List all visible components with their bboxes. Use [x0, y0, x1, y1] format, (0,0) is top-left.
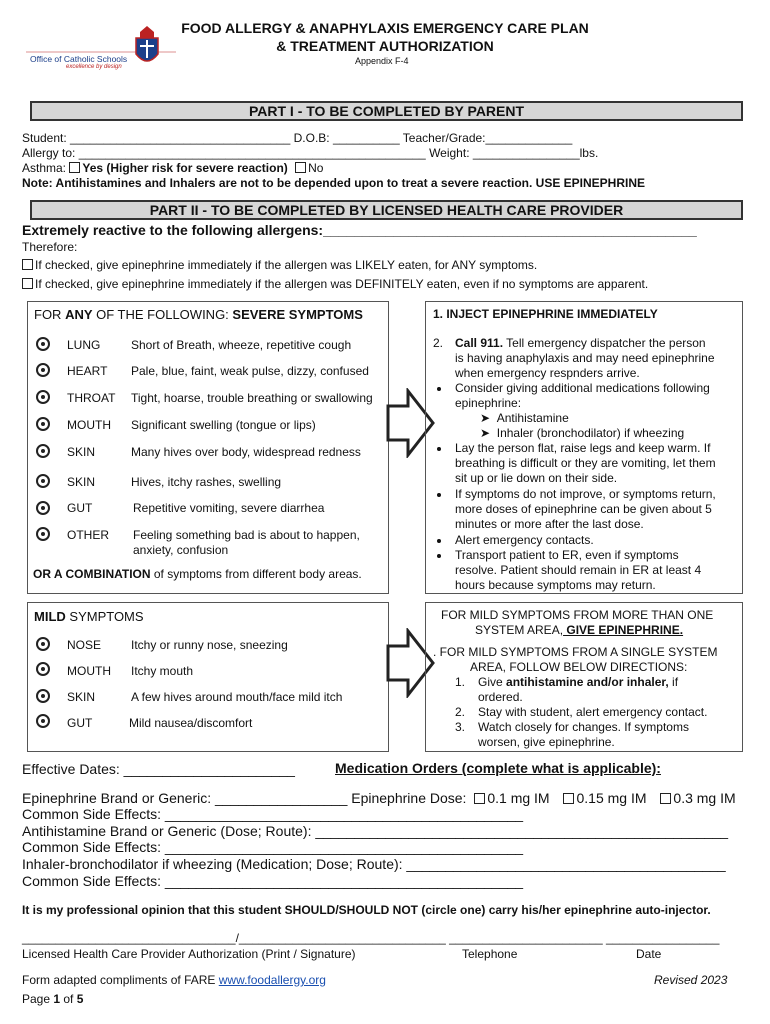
epinephrine-note: Note: Antihistamines and Inhalers are not to be depended upon to treat a severe reaction. USE EPINEPHRINE: [22, 176, 646, 190]
mild-multi-pre: SYSTEM AREA,: [475, 623, 564, 637]
professional-opinion: It is my professional opinion that this student SHOULD/SHOULD NOT (circle one) carry his/her epinephrine auto-injector.: [22, 903, 711, 917]
combination-rest: of symptoms from different body areas.: [150, 567, 362, 581]
severe-symptoms-heading: [34, 307, 363, 322]
step2-line3: when emergency respnders arrive.: [455, 366, 640, 380]
step2-line1: [455, 336, 706, 350]
likely-check-label: If checked, give epinephrine immediately if the allergen was LIKELY eaten, for ANY symptoms.: [35, 258, 538, 272]
bullet: [437, 539, 441, 543]
page-number: [22, 992, 83, 1006]
mild-step1-line1: [478, 675, 678, 689]
mild-label-mouth: MOUTH: [67, 664, 111, 678]
call-911: Call 911.: [455, 336, 504, 350]
mild-label-nose: NOSE: [67, 638, 102, 652]
dose-0-3-checkbox[interactable]: [660, 793, 671, 804]
epinephrine-brand-label: Epinephrine Brand or Generic: _________________ Epinephrine Dose:: [22, 790, 467, 806]
antihistamine-line[interactable]: Antihistamine Brand or Generic (Dose; Route): _____________________________________________________: [22, 823, 729, 839]
telephone-label: Telephone: [462, 947, 518, 961]
additional-meds-line2: epinephrine:: [455, 396, 522, 410]
mild-step3-line2: worsen, give epinephrine.: [478, 735, 615, 749]
bullet: [437, 493, 441, 497]
give-epinephrine: GIVE EPINEPHRINE.: [563, 623, 684, 637]
arrow-bullet-icon: ➤: [480, 411, 497, 425]
lay-flat-line2: breathing is difficult or they are vomiting, let them: [455, 456, 716, 470]
severe-head-pre: FOR: [34, 307, 66, 322]
allergens-line[interactable]: Extremely reactive to the following allergens:________________________________________________: [22, 222, 697, 238]
mild-step3-num: 3.: [455, 720, 466, 734]
asthma-no-label: No: [308, 161, 324, 175]
gut-icon: [36, 501, 50, 515]
severe-label-heart: HEART: [67, 364, 108, 378]
medication-orders-heading: Medication Orders (complete what is applicable):: [335, 760, 661, 776]
mild-step1-rest: if: [668, 675, 679, 689]
logo-text: Office of Catholic Schools: [30, 54, 128, 64]
severe-head-bold: SEVERE SYMPTOMS: [232, 307, 363, 322]
allergy-line[interactable]: Allergy to: ____________________________________________________ Weight: ________________lbs.: [22, 146, 599, 160]
page-total: 5: [76, 992, 84, 1006]
page-pre: Page: [22, 992, 54, 1006]
mild-step1-pre: Give: [478, 675, 507, 689]
bullet: [437, 387, 441, 391]
mild-head-bold: MILD: [34, 609, 66, 624]
appendix-label: Appendix F-4: [355, 56, 409, 66]
definitely-checkbox[interactable]: [22, 278, 33, 289]
severe-desc-mouth: Significant swelling (tongue or lips): [131, 418, 316, 432]
arrow-bullet-icon: ➤: [480, 426, 497, 440]
dose-0-15-label: 0.15 mg IM: [576, 790, 647, 806]
transport-line1: Transport patient to ER, even if symptoms: [455, 548, 679, 562]
date-label: Date: [636, 947, 662, 961]
lay-flat-line3: sit up or lie down on their side.: [455, 471, 618, 485]
severe-label-lung: LUNG: [67, 338, 101, 352]
sub-antihistamine: [480, 411, 569, 425]
lung-icon: [36, 337, 50, 351]
mild-desc-gut: Mild nausea/discomfort: [129, 716, 253, 730]
part1-heading: PART I - TO BE COMPLETED BY PARENT: [30, 101, 743, 121]
severe-desc-other: Feeling something bad is about to happen,: [133, 528, 360, 542]
severe-desc-gut: Repetitive vomiting, severe diarrhea: [133, 501, 325, 515]
severe-label-skin-2: SKIN: [67, 475, 96, 489]
severe-desc-skin-2: Hives, itchy rashes, swelling: [131, 475, 282, 489]
side-effects-antihistamine[interactable]: Common Side Effects: ______________________________________________: [22, 839, 524, 855]
mild-desc-nose: Itchy or runny nose, sneezing: [131, 638, 288, 652]
mild-desc-skin: A few hives around mouth/face mild itch: [131, 690, 343, 704]
asthma-line: [22, 161, 323, 175]
revised-label: Revised 2023: [654, 973, 728, 987]
skin-icon: [36, 444, 50, 458]
severe-desc-other-2: anxiety, confusion: [133, 543, 229, 557]
severe-label-throat: THROAT: [67, 391, 116, 405]
mild-step2: Stay with student, alert emergency contact.: [478, 705, 708, 719]
mild-head-rest: SYMPTOMS: [65, 609, 144, 624]
fare-link[interactable]: www.foodallergy.org: [218, 973, 326, 987]
page-mid: of: [60, 992, 77, 1006]
inhaler-line[interactable]: Inhaler-bronchodilator if wheezing (Medication; Dose; Route): _________________________________________: [22, 856, 726, 872]
adapted-text: Form adapted compliments of FARE: [22, 973, 219, 987]
likely-checkbox[interactable]: [22, 259, 33, 270]
step2-line2: is having anaphylaxis and may need epinephrine: [455, 351, 715, 365]
severe-label-other: OTHER: [67, 528, 109, 542]
skin-icon: [36, 689, 50, 703]
page-current: 1: [53, 992, 61, 1006]
heart-icon: [36, 363, 50, 377]
throat-icon: [36, 390, 50, 404]
side-effects-epinephrine[interactable]: Common Side Effects: ______________________________________________: [22, 806, 524, 822]
mouth-icon: [36, 662, 50, 676]
effective-dates[interactable]: Effective Dates: ______________________: [22, 761, 295, 777]
skin-icon: [36, 474, 50, 488]
asthma-label: Asthma:: [22, 161, 70, 175]
severe-desc-throat: Tight, hoarse, trouble breathing or swallowing: [131, 391, 373, 405]
mild-step3-line1: Watch closely for changes. If symptoms: [478, 720, 689, 734]
combination-line: [33, 567, 362, 581]
transport-line3: hours because symptoms may return.: [455, 578, 656, 592]
severe-label-mouth: MOUTH: [67, 418, 111, 432]
dose-0-1-label: 0.1 mg IM: [487, 790, 550, 806]
gut-icon: [36, 714, 50, 728]
lay-flat-line1: Lay the person flat, raise legs and keep warm. If: [455, 441, 711, 455]
more-doses-line1: If symptoms do not improve, or symptoms return,: [455, 487, 716, 501]
epinephrine-line[interactable]: [22, 790, 736, 806]
bullet: [437, 554, 441, 558]
antihistamine-label: Antihistamine: [496, 411, 569, 425]
sub-inhaler: [480, 426, 684, 440]
step2-rest: Tell emergency dispatcher the person: [503, 336, 706, 350]
dose-0-15-checkbox[interactable]: [563, 793, 574, 804]
alert-contacts: Alert emergency contacts.: [455, 533, 594, 547]
part2-heading: PART II - TO BE COMPLETED BY LICENSED HEALTH CARE PROVIDER: [30, 200, 743, 220]
signature-line[interactable]: ________________________________/_______________________________ _______________________ _________________: [22, 931, 720, 945]
severe-head-any: ANY: [65, 307, 93, 322]
combination-bold: OR A COMBINATION: [33, 567, 151, 581]
bullet: [437, 447, 441, 451]
severe-desc-lung: Short of Breath, wheeze, repetitive cough: [131, 338, 352, 352]
page-subtitle: & TREATMENT AUTHORIZATION: [276, 38, 494, 54]
inhaler-label: Inhaler (bronchodilator) if wheezing: [496, 426, 685, 440]
signature-label: Licensed Health Care Provider Authorization (Print / Signature): [22, 947, 356, 961]
mild-desc-mouth: Itchy mouth: [131, 664, 194, 678]
other-icon: [36, 527, 50, 541]
severe-label-skin: SKIN: [67, 445, 96, 459]
mild-symptoms-heading: [34, 609, 144, 624]
severe-label-gut: GUT: [67, 501, 93, 515]
mild-label-skin: SKIN: [67, 690, 96, 704]
page-title: FOOD ALLERGY & ANAPHYLAXIS EMERGENCY CARE PLAN: [181, 20, 589, 36]
side-effects-inhaler[interactable]: Common Side Effects: ______________________________________________: [22, 873, 524, 889]
additional-meds-line1: Consider giving additional medications following: [455, 381, 710, 395]
definitely-check-row: [22, 277, 648, 291]
therefore-label: Therefore:: [22, 240, 78, 254]
dose-0-3-label: 0.3 mg IM: [673, 790, 736, 806]
mouth-icon: [36, 417, 50, 431]
asthma-yes-checkbox[interactable]: [69, 162, 80, 173]
severe-head-mid: OF THE FOLLOWING:: [92, 307, 233, 322]
logo-tagline: excellence by design: [66, 64, 122, 70]
transport-line2: resolve. Patient should remain in ER at least 4: [455, 563, 702, 577]
inject-step: 1. INJECT EPINEPHRINE IMMEDIATELY: [433, 307, 658, 321]
definitely-check-label: If checked, give epinephrine immediately if the allergen was DEFINITELY eaten, even if no symptoms are apparent.: [35, 277, 649, 291]
student-line[interactable]: Student: _________________________________ D.O.B: __________ Teacher/Grade:_____________: [22, 131, 573, 145]
severe-desc-skin: Many hives over body, widespread redness: [131, 445, 361, 459]
severe-desc-heart: Pale, blue, faint, weak pulse, dizzy, confused: [131, 364, 369, 378]
likely-check-row: [22, 258, 537, 272]
nose-icon: [36, 637, 50, 651]
mild-step1-line2: ordered.: [478, 690, 523, 704]
more-doses-line3: minutes or more after the last dose.: [455, 517, 644, 531]
mild-single-line1: . FOR MILD SYMPTOMS FROM A SINGLE SYSTEM: [433, 645, 718, 659]
step2-num: 2.: [433, 336, 444, 350]
mild-multi-line2: [475, 623, 683, 637]
asthma-yes-label: Yes (Higher risk for severe reaction): [82, 161, 288, 175]
mild-step1-num: 1.: [455, 675, 466, 689]
asthma-no-checkbox[interactable]: [295, 162, 306, 173]
mild-multi-line1: FOR MILD SYMPTOMS FROM MORE THAN ONE: [441, 608, 714, 622]
mild-single-line2: AREA, FOLLOW BELOW DIRECTIONS:: [470, 660, 688, 674]
mild-step2-num: 2.: [455, 705, 466, 719]
more-doses-line2: more doses of epinephrine can be given about 5: [455, 502, 712, 516]
adapted-line: [22, 973, 326, 987]
mild-step1-bold: antihistamine and/or inhaler,: [506, 675, 669, 689]
dose-0-1-checkbox[interactable]: [474, 793, 485, 804]
mild-label-gut: GUT: [67, 716, 93, 730]
